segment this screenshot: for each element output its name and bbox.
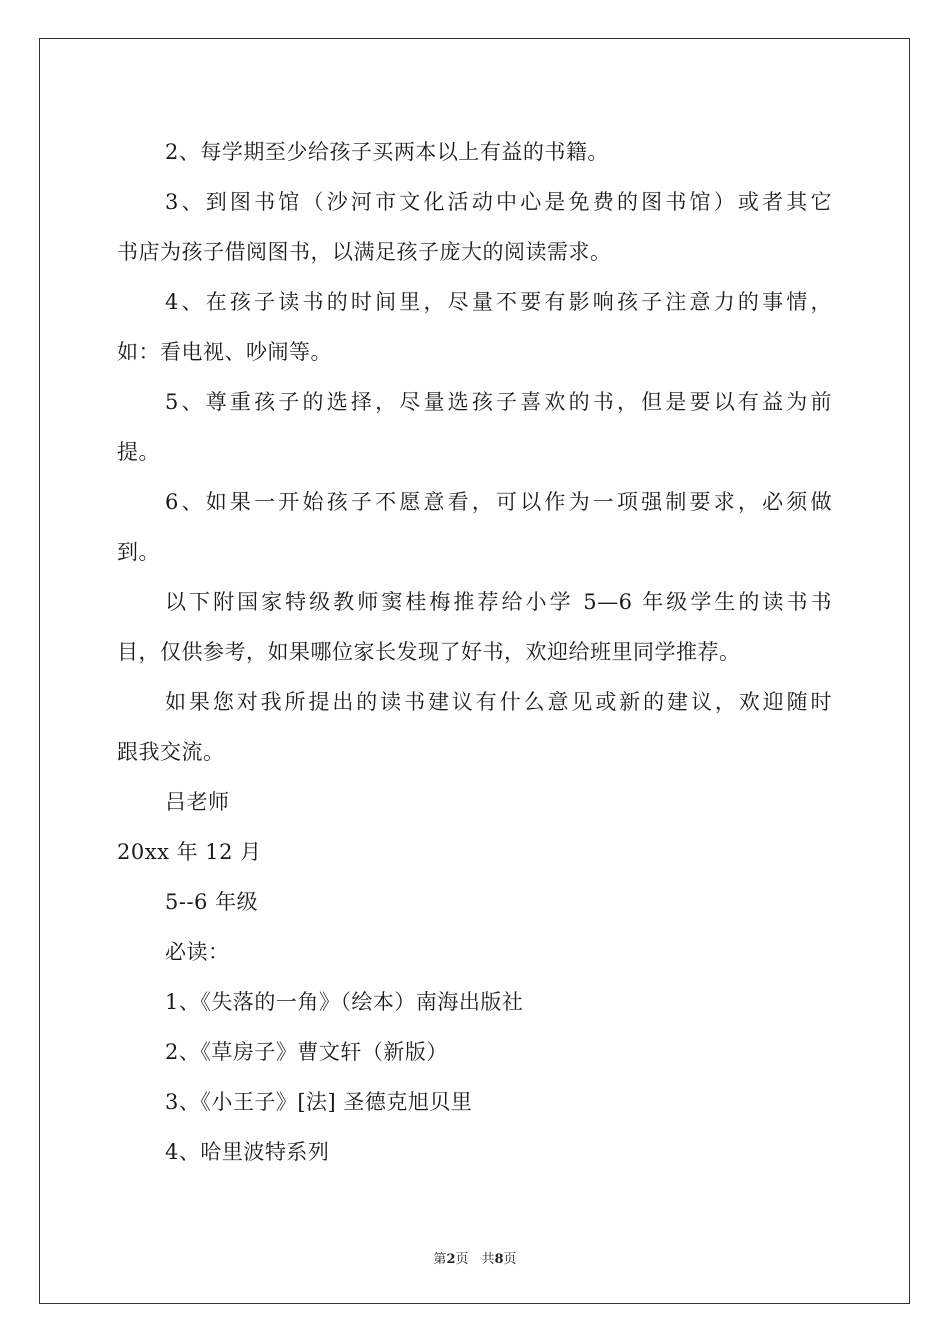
signature-name: 吕老师 xyxy=(165,790,230,814)
text-line: 2、每学期至少给孩子买两本以上有益的书籍。 xyxy=(165,140,609,164)
footer-suffix: 页 xyxy=(503,1252,517,1267)
text-line: 以下附国家特级教师窦桂梅推荐给小学 5—6 年级学生的读书书 xyxy=(165,590,832,614)
required-heading: 必读： xyxy=(165,940,230,964)
text-line: 5、尊重孩子的选择，尽量选孩子喜欢的书，但是要以有益为前 xyxy=(165,390,832,414)
text-line: 目，仅供参考，如果哪位家长发现了好书，欢迎给班里同学推荐。 xyxy=(117,640,741,664)
footer-prefix: 第 xyxy=(433,1252,447,1267)
text-line: 书店为孩子借阅图书，以满足孩子庞大的阅读需求。 xyxy=(117,240,612,264)
text-line: 到。 xyxy=(117,540,160,564)
text-line: 跟我交流。 xyxy=(117,740,225,764)
text-line: 6、如果一开始孩子不愿意看，可以作为一项强制要求，必须做 xyxy=(165,490,832,514)
book-item: 1、《失落的一角》（绘本）南海出版社 xyxy=(165,990,524,1014)
total-page-number: 8 xyxy=(494,1252,504,1267)
signature-date: 20xx 年 12 月 xyxy=(117,840,262,864)
footer-mid: 页 共 xyxy=(455,1252,495,1267)
current-page-number: 2 xyxy=(446,1252,456,1267)
book-item: 3、《小王子》[法] 圣德克旭贝里 xyxy=(165,1090,473,1114)
text-line: 3、到图书馆（沙河市文化活动中心是免费的图书馆）或者其它 xyxy=(165,190,832,214)
book-item: 4、哈里波特系列 xyxy=(165,1140,330,1164)
book-item: 2、《草房子》曹文轩（新版） xyxy=(165,1040,448,1064)
grade-heading: 5--6 年级 xyxy=(165,890,259,914)
text-line: 4、在孩子读书的时间里，尽量不要有影响孩子注意力的事情， xyxy=(165,290,832,314)
text-line: 如果您对我所提出的读书建议有什么意见或新的建议，欢迎随时 xyxy=(165,690,832,714)
page-footer xyxy=(0,1248,950,1267)
text-line: 提。 xyxy=(117,440,160,464)
text-line: 如：看电视、吵闹等。 xyxy=(117,340,332,364)
